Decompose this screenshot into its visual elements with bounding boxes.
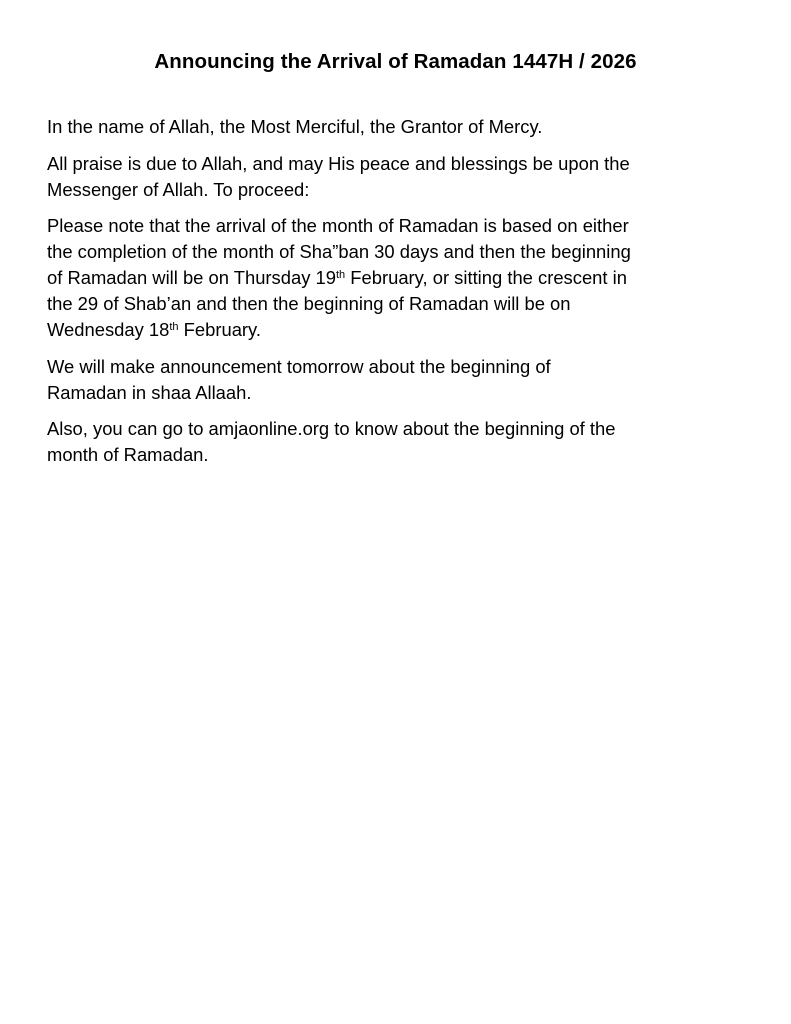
text-line: the 29 of Shab’an and then the beginning of Ramadan will be on xyxy=(47,293,571,314)
text-line: month of Ramadan. xyxy=(47,444,209,465)
paragraph-praise xyxy=(47,151,747,203)
text-line: Ramadan in shaa Allaah. xyxy=(47,381,252,403)
text-segment: of Ramadan will be on Thursday 19 xyxy=(47,267,336,288)
text-line: In the name of Allah, the Most Merciful, the Grantor of Mercy. xyxy=(47,116,543,137)
ordinal-suffix: th xyxy=(169,321,179,333)
ordinal-suffix: th xyxy=(335,269,346,281)
page-title: Announcing the Arrival of Ramadan 1447H / 2026 xyxy=(154,50,637,73)
text-line: All praise is due to Allah, and may His peace and blessings be upon the xyxy=(47,152,630,174)
text-line: We will make announcement tomorrow about the beginning of xyxy=(47,355,551,377)
text-segment: Wednesday 18 xyxy=(47,319,170,340)
paragraph-announcement xyxy=(47,354,747,406)
text-line xyxy=(47,317,747,343)
document-body xyxy=(47,114,747,479)
paragraph-website xyxy=(47,416,747,468)
text-line: Messenger of Allah. To proceed: xyxy=(47,178,310,200)
text-line: Also, you can go to amjaonline.org to know about the beginning of the xyxy=(47,418,616,439)
text-line: Please note that the arrival of the month of Ramadan is based on either xyxy=(47,215,629,236)
paragraph-greeting xyxy=(47,114,747,140)
text-line xyxy=(47,265,747,291)
text-segment: February, or sitting the crescent in xyxy=(345,267,627,288)
paragraph-ramadan-dates xyxy=(47,213,747,343)
text-line: the completion of the month of Sha”ban 30 days and then the beginning xyxy=(47,241,631,262)
text-segment: February. xyxy=(178,319,261,340)
